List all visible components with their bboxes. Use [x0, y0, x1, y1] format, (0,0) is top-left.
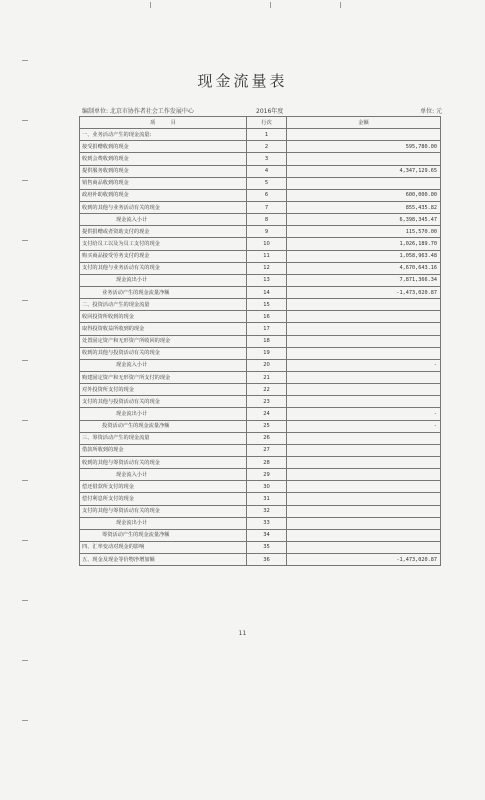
- row-item: 收回投资所收到的现金: [80, 311, 247, 323]
- row-amount: 4,347,129.65: [287, 165, 441, 177]
- row-item: 政府补助收到的现金: [80, 189, 247, 201]
- row-line-number: 9: [247, 226, 287, 238]
- row-amount: -: [287, 359, 441, 371]
- row-line-number: 22: [247, 384, 287, 396]
- row-amount: 855,435.82: [287, 201, 441, 213]
- row-amount: 6,398,345.47: [287, 214, 441, 226]
- scan-mark: [22, 660, 28, 661]
- table-row: [80, 408, 441, 420]
- row-line-number: 18: [247, 335, 287, 347]
- row-amount: -1,473,020.87: [287, 554, 441, 566]
- table-row: [80, 323, 441, 335]
- row-item: 现金流入小计: [80, 214, 247, 226]
- row-line-number: 11: [247, 250, 287, 262]
- table-row: [80, 554, 441, 566]
- row-amount: -: [287, 408, 441, 420]
- row-line-number: 29: [247, 469, 287, 481]
- row-item: 收到的其他与筹资活动有关的现金: [80, 456, 247, 468]
- row-amount: [287, 541, 441, 553]
- row-amount: [287, 456, 441, 468]
- table-row: [80, 432, 441, 444]
- table-row: [80, 226, 441, 238]
- scan-mark: [22, 300, 28, 301]
- row-item: 现金流出小计: [80, 517, 247, 529]
- table-row: [80, 311, 441, 323]
- row-item: 收到的其他与业务活动有关的现金: [80, 201, 247, 213]
- row-amount: [287, 481, 441, 493]
- row-line-number: 6: [247, 189, 287, 201]
- currency-unit: 单位: 元: [420, 108, 442, 115]
- table-row: [80, 250, 441, 262]
- row-item: 接受捐赠收到的现金: [80, 141, 247, 153]
- row-line-number: 20: [247, 359, 287, 371]
- row-item: 收到会费收到的现金: [80, 153, 247, 165]
- table-row: [80, 153, 441, 165]
- row-item: 现金流入小计: [80, 359, 247, 371]
- row-line-number: 17: [247, 323, 287, 335]
- row-item: 偿还借款所支付的现金: [80, 481, 247, 493]
- cash-flow-table: [79, 116, 441, 566]
- row-line-number: 7: [247, 201, 287, 213]
- row-item: 三、筹资活动产生的现金流量: [80, 432, 247, 444]
- row-amount: [287, 371, 441, 383]
- row-item: 提供服务收到的现金: [80, 165, 247, 177]
- row-item: 二、投资活动产生的现金流量: [80, 299, 247, 311]
- table-row: [80, 238, 441, 250]
- row-line-number: 34: [247, 529, 287, 541]
- row-amount: [287, 505, 441, 517]
- row-line-number: 10: [247, 238, 287, 250]
- row-amount: -: [287, 420, 441, 432]
- scan-mark: [22, 480, 28, 481]
- row-line-number: 28: [247, 456, 287, 468]
- row-line-number: 36: [247, 554, 287, 566]
- row-line-number: 16: [247, 311, 287, 323]
- row-amount: 600,000.00: [287, 189, 441, 201]
- scan-mark: [22, 720, 28, 721]
- row-item: 业务活动产生的现金流量净额: [80, 286, 247, 298]
- row-line-number: 1: [247, 129, 287, 141]
- row-amount: [287, 444, 441, 456]
- row-item: 现金流入小计: [80, 469, 247, 481]
- table-row: [80, 456, 441, 468]
- row-amount: 595,780.00: [287, 141, 441, 153]
- table-row: [80, 384, 441, 396]
- page-number: 11: [238, 630, 247, 637]
- scan-mark: [22, 360, 28, 361]
- table-row: [80, 165, 441, 177]
- row-amount: 1,026,189.70: [287, 238, 441, 250]
- row-item: 支付的其他与业务活动有关的现金: [80, 262, 247, 274]
- organization-label: 编制单位: 北京市协作者社会工作发展中心: [82, 108, 194, 115]
- table-row: [80, 214, 441, 226]
- row-amount: [287, 177, 441, 189]
- scan-mark: [22, 420, 28, 421]
- row-line-number: 32: [247, 505, 287, 517]
- table-row: [80, 505, 441, 517]
- table-header-row: [80, 117, 441, 129]
- row-item: 现金流出小计: [80, 274, 247, 286]
- table-row: [80, 141, 441, 153]
- row-line-number: 25: [247, 420, 287, 432]
- row-amount: [287, 469, 441, 481]
- row-item: 收到的其他与投资活动有关的现金: [80, 347, 247, 359]
- table-row: [80, 469, 441, 481]
- row-amount: [287, 153, 441, 165]
- row-amount: [287, 323, 441, 335]
- row-line-number: 4: [247, 165, 287, 177]
- row-line-number: 2: [247, 141, 287, 153]
- table-row: [80, 274, 441, 286]
- scan-mark: [22, 120, 28, 121]
- row-line-number: 8: [247, 214, 287, 226]
- scan-mark: [22, 600, 28, 601]
- row-line-number: 13: [247, 274, 287, 286]
- table-row: [80, 189, 441, 201]
- row-item: 销售商品收到的现金: [80, 177, 247, 189]
- row-amount: 7,871,366.34: [287, 274, 441, 286]
- row-line-number: 15: [247, 299, 287, 311]
- row-item: 投资活动产生的现金流量净额: [80, 420, 247, 432]
- scan-mark: [22, 60, 28, 61]
- row-amount: 4,670,643.16: [287, 262, 441, 274]
- row-item: 提供捐赠或者资助支付的现金: [80, 226, 247, 238]
- row-amount: [287, 493, 441, 505]
- table-row: [80, 371, 441, 383]
- table-row: [80, 335, 441, 347]
- row-item: 筹资活动产生的现金流量净额: [80, 529, 247, 541]
- table-row: [80, 201, 441, 213]
- row-line-number: 23: [247, 396, 287, 408]
- row-amount: [287, 384, 441, 396]
- table-row: [80, 444, 441, 456]
- row-line-number: 31: [247, 493, 287, 505]
- row-amount: -1,473,020.87: [287, 286, 441, 298]
- header-item: 项 目: [80, 117, 247, 129]
- table-row: [80, 177, 441, 189]
- row-line-number: 27: [247, 444, 287, 456]
- row-item: 一、业务活动产生的现金流量:: [80, 129, 247, 141]
- row-item: 借款所收到的现金: [80, 444, 247, 456]
- row-item: 四、汇率变动对现金的影响: [80, 541, 247, 553]
- scan-mark: [270, 2, 271, 8]
- header-line: 行次: [247, 117, 287, 129]
- row-item: 偿付利息所支付的现金: [80, 493, 247, 505]
- row-amount: [287, 432, 441, 444]
- table-row: [80, 420, 441, 432]
- scan-mark: [22, 240, 28, 241]
- header-amount: 金额: [287, 117, 441, 129]
- row-amount: [287, 517, 441, 529]
- row-line-number: 21: [247, 371, 287, 383]
- scan-mark: [340, 2, 341, 8]
- row-item: 购买商品接受劳务支付的现金: [80, 250, 247, 262]
- row-line-number: 5: [247, 177, 287, 189]
- row-amount: [287, 299, 441, 311]
- table-body: [80, 129, 441, 566]
- row-line-number: 19: [247, 347, 287, 359]
- row-item: 五、现金及现金等价物净增加额: [80, 554, 247, 566]
- row-item: 对外投资所支付的现金: [80, 384, 247, 396]
- scan-mark: [150, 2, 151, 8]
- row-line-number: 12: [247, 262, 287, 274]
- table-row: [80, 517, 441, 529]
- table-row: [80, 262, 441, 274]
- table-row: [80, 347, 441, 359]
- row-item: 支付给员工以及为员工支付的现金: [80, 238, 247, 250]
- table-row: [80, 481, 441, 493]
- row-amount: [287, 396, 441, 408]
- row-item: 购建固定资产和无形资产所支付的现金: [80, 371, 247, 383]
- table-row: [80, 396, 441, 408]
- report-year: 2016年度: [256, 108, 284, 115]
- table-row: [80, 129, 441, 141]
- table-row: [80, 529, 441, 541]
- table-row: [80, 359, 441, 371]
- table-row: [80, 541, 441, 553]
- row-line-number: 33: [247, 517, 287, 529]
- row-item: 支付的其他与投资活动有关的现金: [80, 396, 247, 408]
- row-amount: [287, 335, 441, 347]
- scan-mark: [22, 180, 28, 181]
- scan-mark: [22, 540, 28, 541]
- row-line-number: 26: [247, 432, 287, 444]
- row-item: 支付的其他与筹资活动有关的现金: [80, 505, 247, 517]
- row-item: 取得投资收益所收到的现金: [80, 323, 247, 335]
- row-line-number: 35: [247, 541, 287, 553]
- row-amount: 1,058,963.48: [287, 250, 441, 262]
- page-title: 现金流量表: [197, 72, 288, 90]
- row-line-number: 30: [247, 481, 287, 493]
- row-item: 现金流出小计: [80, 408, 247, 420]
- row-line-number: 14: [247, 286, 287, 298]
- row-amount: [287, 311, 441, 323]
- row-line-number: 24: [247, 408, 287, 420]
- table-row: [80, 493, 441, 505]
- row-amount: 115,570.00: [287, 226, 441, 238]
- row-item: 处置固定资产和无形资产所收回的现金: [80, 335, 247, 347]
- row-amount: [287, 129, 441, 141]
- row-amount: [287, 529, 441, 541]
- table-row: [80, 286, 441, 298]
- row-line-number: 3: [247, 153, 287, 165]
- table-row: [80, 299, 441, 311]
- row-amount: [287, 347, 441, 359]
